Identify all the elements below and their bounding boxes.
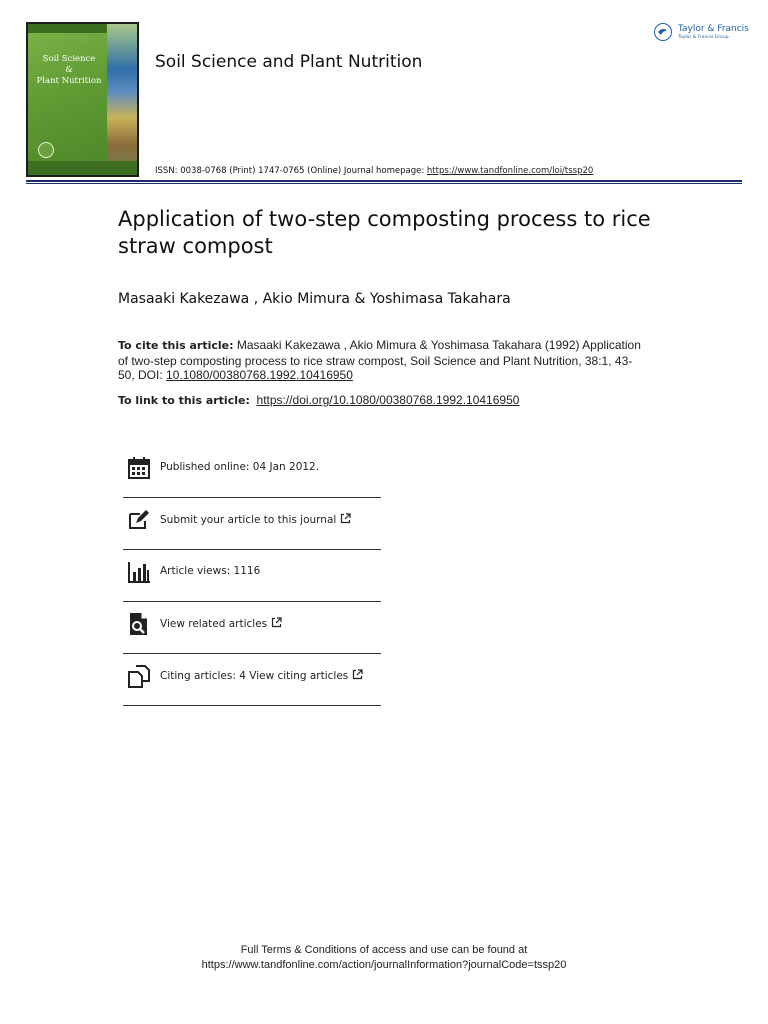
journal-cover-image (26, 22, 139, 177)
submit-article-item[interactable] (123, 498, 381, 550)
external-link-icon (352, 669, 363, 680)
calendar-icon (127, 456, 151, 480)
submit-article-text: Submit your article to this journal (160, 514, 337, 526)
cover-title-line-1: Soil Science (42, 54, 96, 64)
terms-footer-url[interactable]: https://www.tandfonline.com/action/journalInformation?journalCode=tssp20 (201, 958, 567, 971)
published-online-text: Published online: 04 Jan 2012. (160, 461, 320, 473)
article-authors: Masaaki Kakezawa , Akio Mimura & Yoshimasa Takahara (118, 291, 511, 307)
published-online-item (123, 446, 381, 498)
terms-footer (0, 943, 768, 972)
article-metrics-list (123, 446, 381, 706)
publisher-logo[interactable] (654, 22, 750, 48)
citing-articles-link[interactable] (160, 669, 363, 682)
journal-homepage-link[interactable]: https://www.tandfonline.com/loi/tssp20 (426, 166, 594, 176)
header-divider (26, 180, 742, 182)
article-views-item (123, 550, 381, 602)
related-articles-item[interactable] (123, 602, 381, 654)
external-link-icon (271, 617, 282, 628)
issn-text: ISSN: 0038-0768 (Print) 1747-0765 (Online) Journal homepage: (155, 166, 427, 176)
issn-line (155, 166, 593, 176)
submit-article-link[interactable] (160, 513, 351, 526)
article-views-text: Article views: 1116 (160, 565, 261, 577)
publisher-name: Taylor & Francis (678, 24, 749, 34)
society-seal-icon (38, 142, 54, 158)
article-title: Application of two-step composting process to rice straw compost (118, 207, 651, 258)
citing-articles-text: Citing articles: 4 View citing articles (160, 670, 349, 682)
header-divider-thin (26, 183, 742, 184)
link-label: To link to this article: (118, 394, 250, 407)
cover-title-line-3: Plant Nutrition (36, 76, 102, 86)
cover-photo-strip (107, 24, 137, 175)
publisher-logo-icon (654, 23, 672, 41)
citing-articles-item[interactable] (123, 654, 381, 706)
article-link-block (118, 393, 519, 407)
related-articles-text: View related articles (160, 618, 268, 630)
cover-title-line-2: & (65, 65, 73, 75)
cover-artwork (28, 24, 137, 175)
document-search-icon (127, 612, 151, 636)
terms-footer-line-1: Full Terms & Conditions of access and use can be found at (240, 944, 528, 956)
edit-icon (127, 508, 151, 532)
external-link-icon (340, 513, 351, 524)
related-articles-link[interactable] (160, 617, 282, 630)
publisher-group: Taylor & Francis Group (678, 35, 729, 40)
article-doi-url-link[interactable]: https://doi.org/10.1080/00380768.1992.10416950 (256, 393, 520, 407)
cite-label: To cite this article: (118, 339, 234, 352)
citing-documents-icon (127, 664, 151, 688)
journal-title: Soil Science and Plant Nutrition (155, 52, 423, 72)
cover-title (32, 54, 106, 87)
cite-text: Masaaki Kakezawa , Akio Mimura & Yoshimasa Takahara (1992) Application of two-step composting process to rice straw compost, Soil Science and Plant Nutrition, 38:1, 43-50, DOI: (118, 338, 641, 382)
citation-block (118, 338, 648, 383)
cover-bottom-band (28, 161, 137, 175)
bar-chart-icon (127, 560, 151, 584)
doi-link[interactable]: 10.1080/00380768.1992.10416950 (166, 368, 353, 382)
